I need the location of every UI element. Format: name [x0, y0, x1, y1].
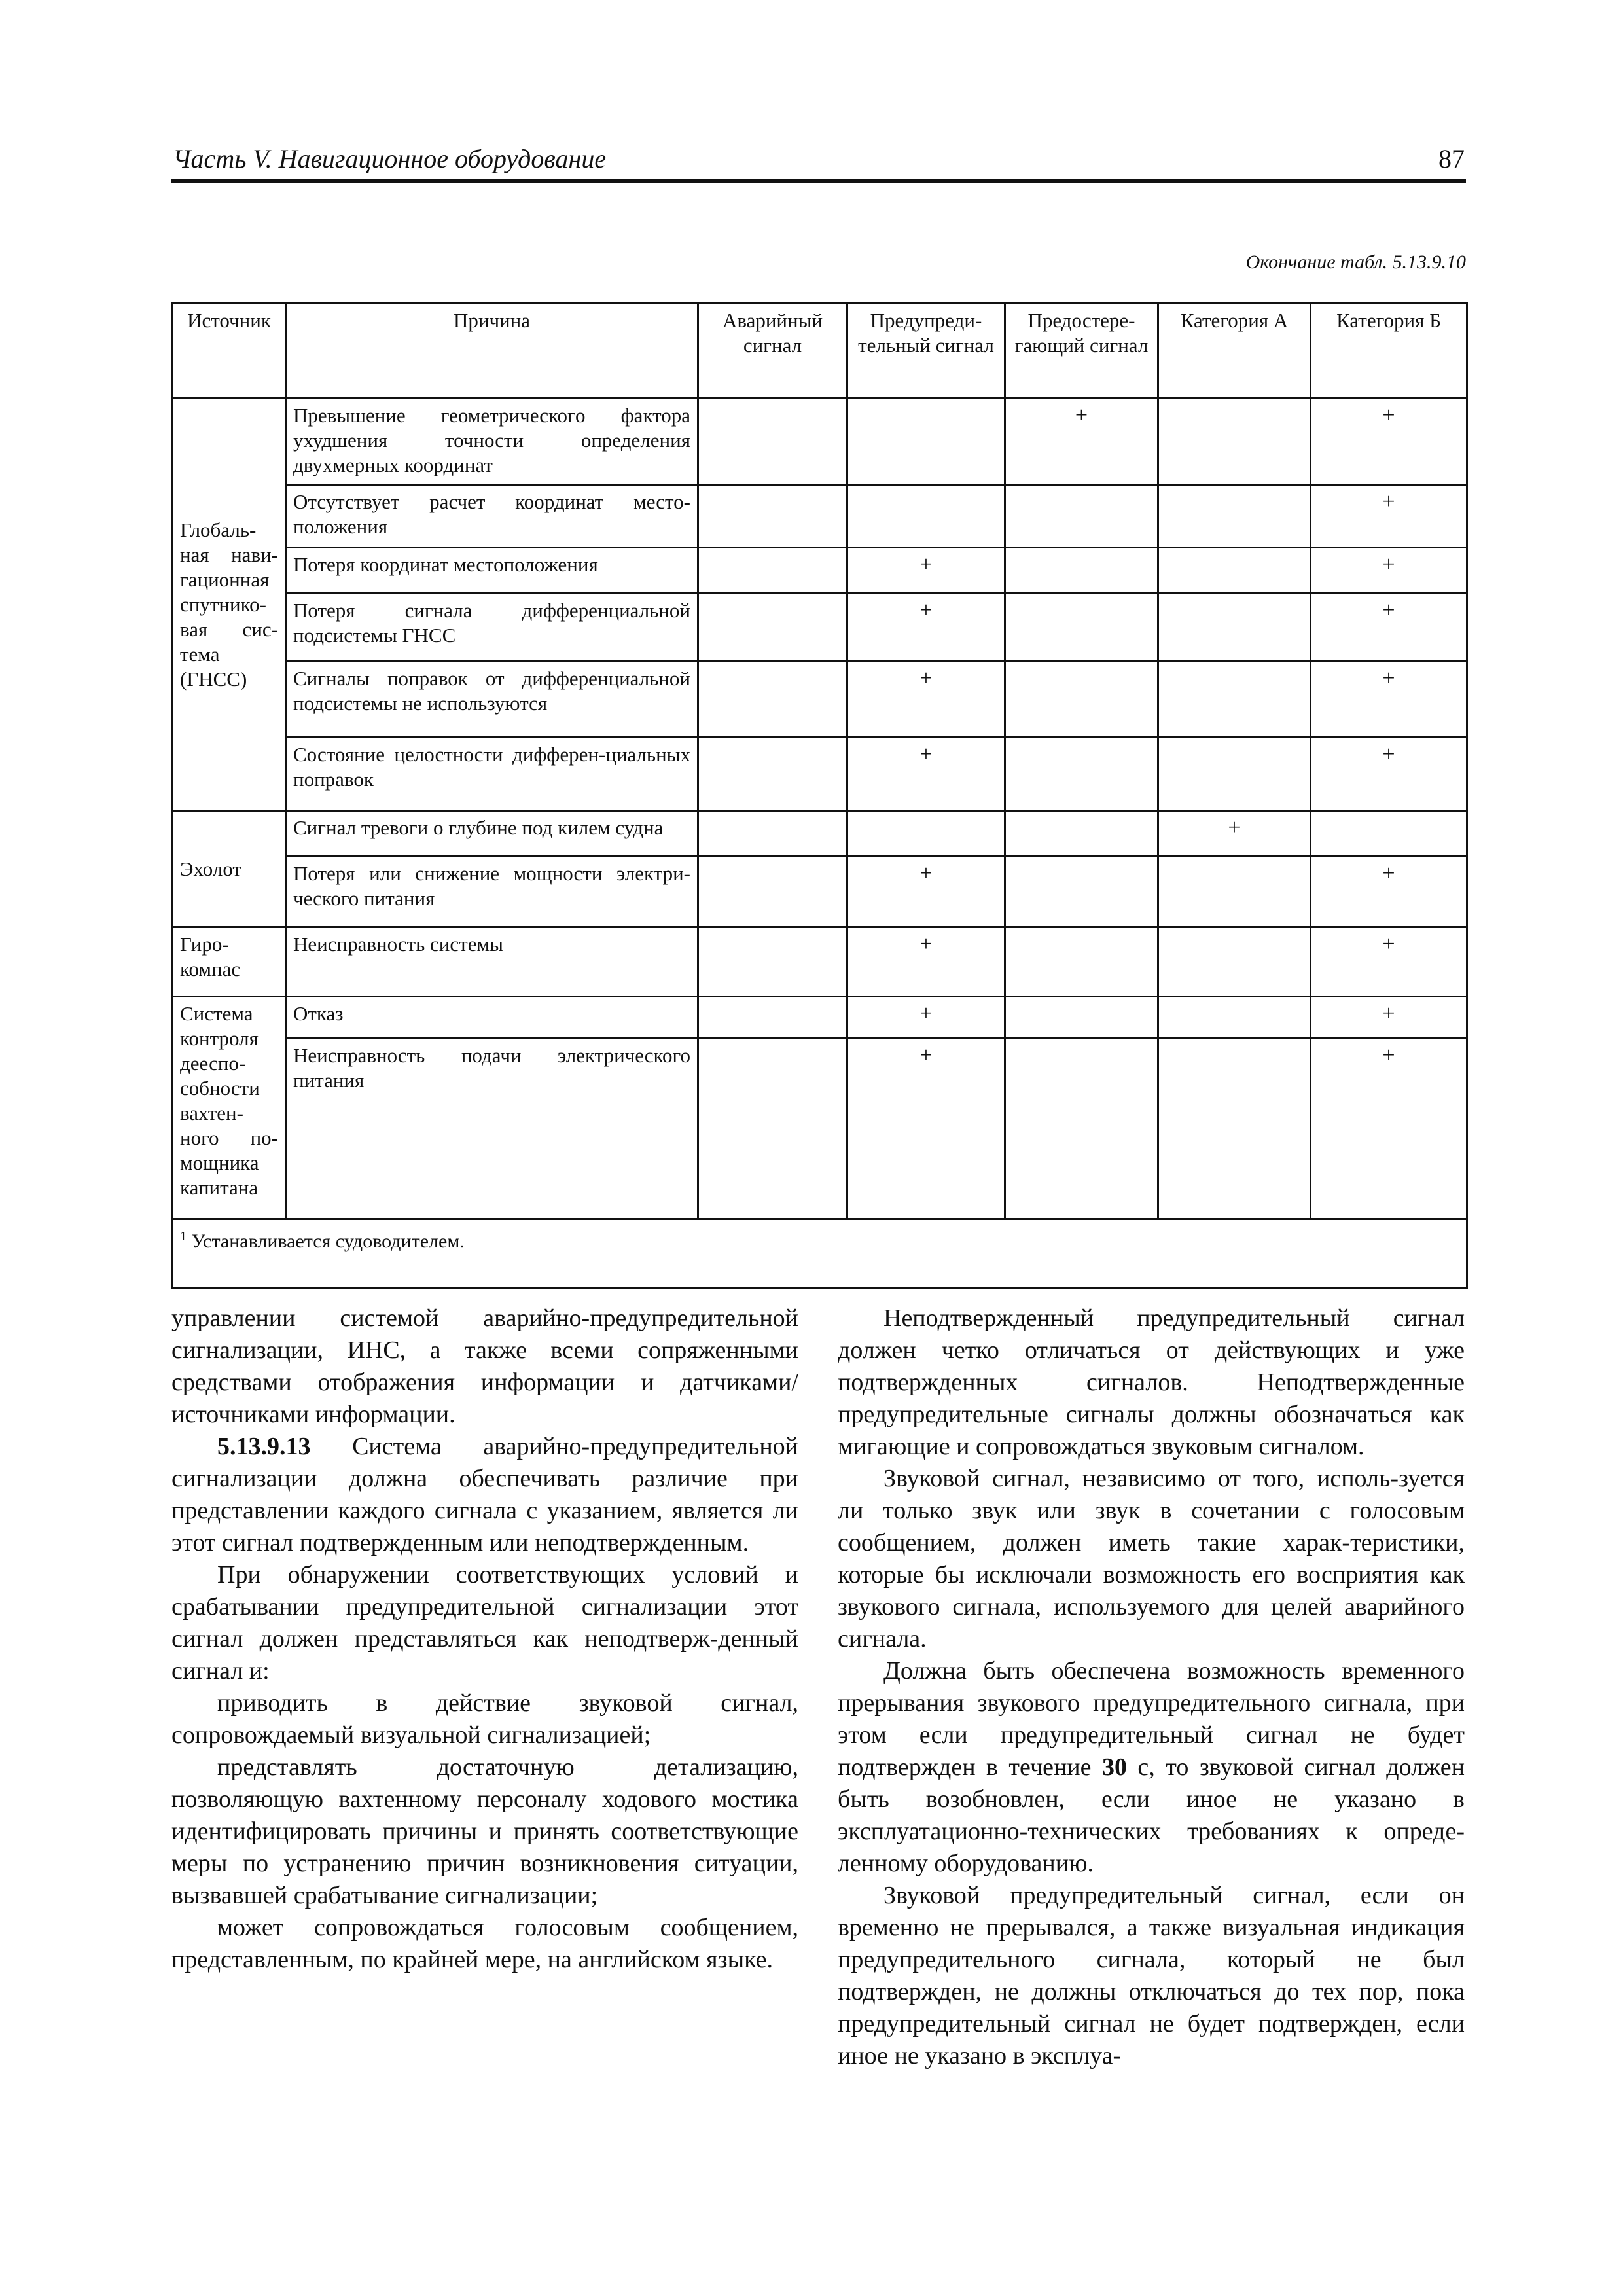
warning-cell: + [847, 927, 1005, 997]
col-header-caution: Предостере-гающий сигнал [1005, 304, 1158, 399]
col-header-alarm: Аварийный сигнал [698, 304, 847, 399]
col-header-category-a: Категория А [1158, 304, 1311, 399]
col-header-source: Источник [173, 304, 286, 399]
col-header-cause: Причина [286, 304, 698, 399]
category-b-cell: + [1311, 738, 1467, 811]
caution-cell [1005, 927, 1158, 997]
clause-number: 5.13.9.13 [217, 1433, 311, 1460]
table-row [173, 997, 1467, 1039]
alarm-cell [698, 594, 847, 662]
page-number: 87 [1438, 144, 1465, 173]
warning-cell: + [847, 548, 1005, 594]
cause-cell: Сигнал тревоги о глубине под килем судна [286, 811, 698, 857]
cause-cell: Неисправность подачи электрического питания [286, 1039, 698, 1219]
warning-cell: + [847, 997, 1005, 1039]
alarm-cell [698, 811, 847, 857]
category-b-cell: + [1311, 927, 1467, 997]
category-b-cell: + [1311, 548, 1467, 594]
category-b-cell: + [1311, 662, 1467, 738]
source-cell-bnwas: Система контроля дееспо-собности вахтен-ного по-мощника капитана [173, 997, 286, 1219]
warning-cell [847, 399, 1005, 485]
paragraph: Звуковой сигнал, независимо от того, исполь-зуется ли только звук или звук в сочетании с голосовым сообщением, должен иметь такие харак-теристики, которые бы исключали возможность его восприятия как звукового сигнала, используемого для целей аварийного сигнала. [838, 1465, 1465, 1653]
category-a-cell [1158, 857, 1311, 927]
table-row [173, 811, 1467, 857]
caution-cell [1005, 811, 1158, 857]
seconds-value: 30 [1101, 1753, 1127, 1781]
warning-cell [847, 811, 1005, 857]
category-b-cell: + [1311, 857, 1467, 927]
category-b-cell: + [1311, 485, 1467, 548]
category-a-cell [1158, 927, 1311, 997]
alarm-cell [698, 857, 847, 927]
category-b-cell: + [1311, 399, 1467, 485]
alarm-cell [698, 927, 847, 997]
list-item: может сопровождаться голосовым сообщением, представленным, по крайней мере, на английском языке. [171, 1914, 798, 1973]
category-a-cell [1158, 662, 1311, 738]
right-text-column [838, 1302, 1465, 2072]
cause-cell: Отсутствует расчет координат место-положения [286, 485, 698, 548]
category-a-cell [1158, 399, 1311, 485]
paragraph [838, 1655, 1465, 1880]
paragraph-5-13-9-13 [171, 1431, 798, 1559]
category-a-cell [1158, 997, 1311, 1039]
list-item: приводить в действие звуковой сигнал, сопровождаемый визуальной сигнализацией; [171, 1689, 798, 1749]
table-row [173, 399, 1467, 485]
page-header [171, 143, 1466, 183]
table-footnote-row [173, 1219, 1467, 1288]
alarm-cell [698, 548, 847, 594]
left-text-column [171, 1302, 798, 1976]
category-b-cell [1311, 811, 1467, 857]
alarm-table [171, 302, 1468, 1289]
alarm-cell [698, 485, 847, 548]
paragraph: Неподтвержденный предупредительный сигнал должен четко отличаться от действующих и уже подтвержденных сигналов. Неподтвержденные предупредительные сигналы должны обозначаться как мигающие и сопровождаться звуковым сигналом. [838, 1304, 1465, 1460]
paragraph-text: с, то звуковой сигнал должен быть возобновлен, если иное не указано в эксплуатационно-технических требованиях к опреде-ленному оборудованию. [838, 1753, 1465, 1877]
category-a-cell [1158, 548, 1311, 594]
cause-cell: Потеря сигнала дифференциальной подсистемы ГНСС [286, 594, 698, 662]
warning-cell: + [847, 738, 1005, 811]
cause-cell: Сигналы поправок от дифференциальной подсистемы не используются [286, 662, 698, 738]
table-row [173, 1039, 1467, 1219]
category-b-cell: + [1311, 997, 1467, 1039]
footnote-marker: 1 [180, 1229, 187, 1244]
table-row [173, 485, 1467, 548]
paragraph-text: Должна быть обеспечена возможность временного прерывания звукового предупредительного сигнала, при этом если предупредительный сигнал не будет подтвержден в течение [838, 1657, 1465, 1781]
table-row [173, 594, 1467, 662]
caution-cell [1005, 997, 1158, 1039]
warning-cell: + [847, 662, 1005, 738]
cause-cell: Превышение геометрического фактора ухудшения точности определения двухмерных координат [286, 399, 698, 485]
category-a-cell [1158, 1039, 1311, 1219]
table-row [173, 927, 1467, 997]
col-header-category-b: Категория Б [1311, 304, 1467, 399]
warning-cell: + [847, 1039, 1005, 1219]
alarm-cell [698, 399, 847, 485]
source-cell-gyrocompass: Гиро-компас [173, 927, 286, 997]
warning-cell: + [847, 857, 1005, 927]
paragraph: управлении системой аварийно-предупредительной сигнализации, ИНС, а также всеми сопряженными средствами отображения информации и датчиками/ источниками информации. [171, 1304, 798, 1428]
paragraph: Звуковой предупредительный сигнал, если он временно не прерывался, а также визуальная индикация предупредительного сигнала, который не был подтвержден, не должны отключаться до тех пор, пока предупредительный сигнал не будет подтвержден, если иное не указано в эксплуа- [838, 1882, 1465, 2070]
caution-cell [1005, 594, 1158, 662]
category-a-cell [1158, 594, 1311, 662]
paragraph: При обнаружении соответствующих условий и срабатывании предупредительной сигнализации этот сигнал должен представляться как неподтверж-денный сигнал и: [171, 1561, 798, 1685]
caution-cell [1005, 738, 1158, 811]
alarm-cell [698, 662, 847, 738]
category-b-cell: + [1311, 594, 1467, 662]
cause-cell: Потеря координат местоположения [286, 548, 698, 594]
caution-cell: + [1005, 399, 1158, 485]
alarm-cell [698, 738, 847, 811]
table-footnote [173, 1219, 1467, 1288]
running-title: Часть V. Навигационное оборудование [173, 144, 607, 173]
source-cell-gnss: Глобаль-ная нави-гационная спутнико-вая сис-тема (ГНСС) [173, 399, 286, 811]
caution-cell [1005, 485, 1158, 548]
table-continuation-caption: Окончание табл. 5.13.9.10 [1245, 251, 1466, 273]
cause-cell: Состояние целостности дифферен-циальных поправок [286, 738, 698, 811]
category-b-cell: + [1311, 1039, 1467, 1219]
table-row [173, 738, 1467, 811]
category-a-cell [1158, 738, 1311, 811]
list-item: представлять достаточную детализацию, позволяющую вахтенному персоналу ходового мостика идентифицировать причины и принять соответствующие меры по устранению причин возникновения ситуации, вызвавшей срабатывание сигнализации; [171, 1753, 798, 1909]
table-row [173, 662, 1467, 738]
alarm-cell [698, 1039, 847, 1219]
table-row [173, 548, 1467, 594]
caution-cell [1005, 662, 1158, 738]
category-a-cell [1158, 485, 1311, 548]
table-row [173, 857, 1467, 927]
table-header-row [173, 304, 1467, 399]
clause-text: Система аварийно-предупредительной сигнализации должна обеспечивать различие при представлении каждого сигнала с указанием, является ли этот сигнал подтвержденным или неподтвержденным. [171, 1433, 798, 1556]
category-a-cell: + [1158, 811, 1311, 857]
warning-cell: + [847, 594, 1005, 662]
caution-cell [1005, 548, 1158, 594]
cause-cell: Отказ [286, 997, 698, 1039]
cause-cell: Потеря или снижение мощности электри-ческого питания [286, 857, 698, 927]
col-header-warning: Предупреди-тельный сигнал [847, 304, 1005, 399]
alarm-cell [698, 997, 847, 1039]
caution-cell [1005, 1039, 1158, 1219]
source-cell-echo-sounder: Эхолот [173, 811, 286, 927]
warning-cell [847, 485, 1005, 548]
caution-cell [1005, 857, 1158, 927]
footnote-text: Устанавливается судоводителем. [191, 1230, 465, 1252]
cause-cell: Неисправность системы [286, 927, 698, 997]
